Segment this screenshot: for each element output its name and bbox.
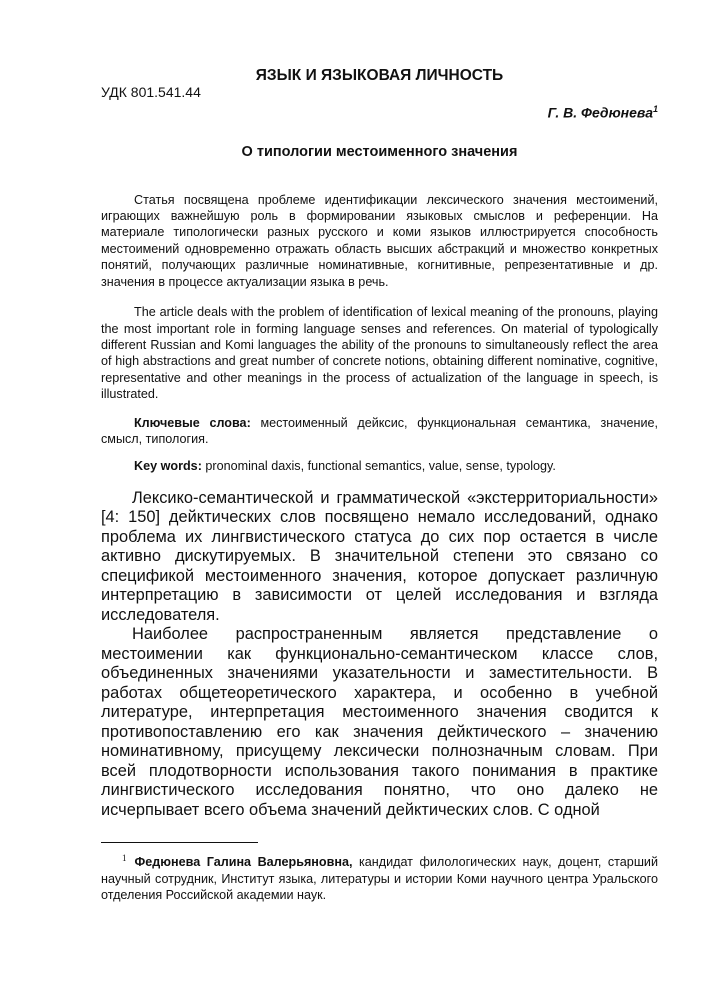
keywords-russian [101, 415, 658, 448]
footnote-separator [101, 842, 258, 843]
abstract-english: The article deals with the problem of identification of lexical meaning of the pronouns, playing the most important role in forming language senses and references. On material of typologically different Russian and Komi languages the ability of the pronouns to simultaneously reflect the area of high abstractions and great number of concrete notions, obtaining different nominative, cognitive, representative and other meanings in the process of actualization of the language in speech, is illustrated. [101, 305, 658, 402]
footnote-author-name: Федюнева Галина Валерьяновна, [134, 855, 353, 870]
author-footnote-mark: 1 [652, 104, 658, 114]
keywords-russian-label: Ключевые слова: [134, 415, 251, 430]
footnote [101, 850, 658, 903]
author-name-text: Г. В. Федюнева [547, 104, 653, 121]
footnote-text: кандидат филологических наук, доцент, старший научный сотрудник, Институт языка, литературы и истории Коми научного центра Уральского отделения Российской академии наук. [101, 855, 658, 903]
keywords-english-label: Key words: [134, 459, 202, 474]
keywords-english-text: pronominal daxis, functional semantics, value, sense, typology. [201, 459, 556, 474]
footnote-mark: 1 [122, 853, 127, 864]
article-title: О типологии местоименного значения [241, 143, 518, 160]
abstract-russian: Статья посвящена проблеме идентификации лексического значения местоимений, играющих важнейшую роль в формировании языковых смыслов и референции. На материале типологически разных русского и коми языков иллюстрируется способность местоимений одновременно отражать область высших абстракций и множество конкретных понятий, получающих различные номинативные, когнитивные, репрезентативные и др. значения в процессе актуализации языка в речь. [101, 192, 658, 289]
body-paragraph: Наиболее распространенным является представление о местоимении как функционально-семантическом классе слов, объединенных значениями указательности и заместительности. В работах общетеоретического характера, и особенно в учебной литературе, интерпретация местоименного значения сводится к противопоставлению его как значения дейктического – значению номинативному, присущему лексически полнозначным словам. При всей плодотворности использования такого понимания в практике лингвистического исследования понятно, что оно далеко не исчерпывает всего объема значений дейктических слов. С одной [101, 625, 658, 819]
keywords-english [101, 458, 658, 474]
article-page [101, 66, 658, 904]
author-name [101, 101, 658, 122]
body-paragraph: Лексико-семантической и грамматической «экстерриториальности» [4: 150] дейктических слов посвящено немало исследований, однако проблема их лингвистического статуса до сих пор остается в числе активно дискутируемых. В значительной степени это связано со спецификой местоименного значения, которое допускает различную интерпретацию в зависимости от целей исследования и взгляда исследователя. [101, 488, 658, 624]
keywords-russian-text: местоименный дейксис, функциональная семантика, значение, смысл, типология. [101, 415, 658, 446]
udk-code: УДК 801.541.44 [101, 84, 201, 100]
section-title: ЯЗЫК И ЯЗЫКОВАЯ ЛИЧНОСТЬ [255, 67, 504, 84]
